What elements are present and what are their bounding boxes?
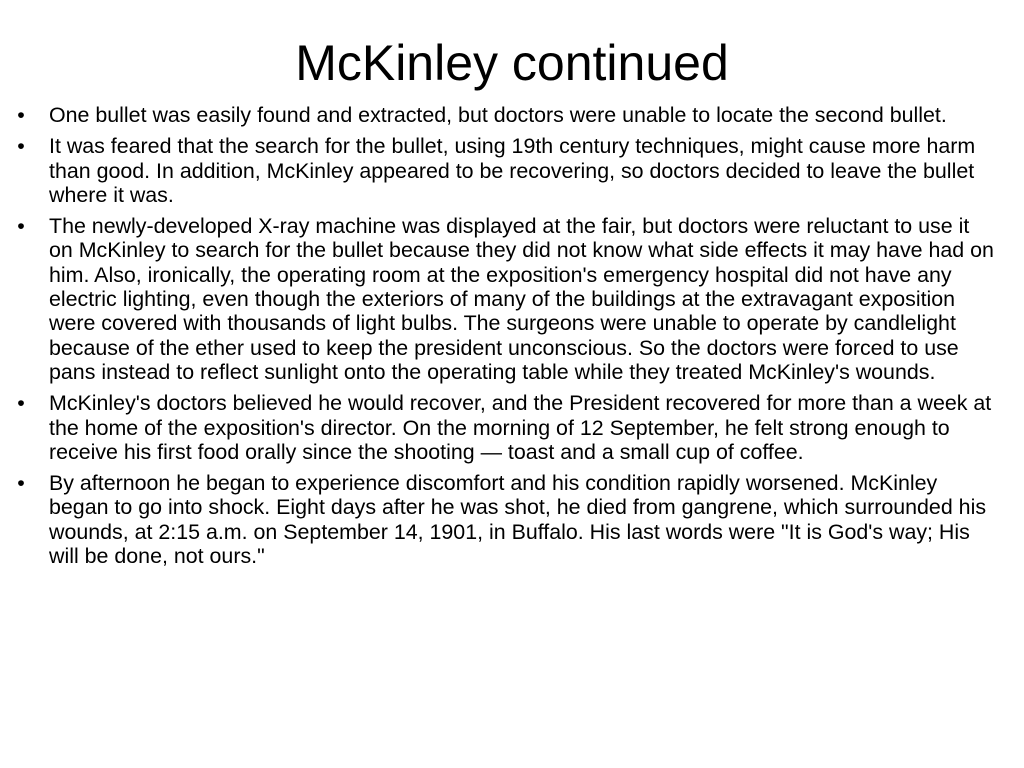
bullet-item	[0, 103, 1024, 127]
bullet-point-icon: •	[17, 471, 25, 496]
slide-title: McKinley continued	[295, 35, 729, 91]
bullet-text: One bullet was easily found and extracted, but doctors were unable to locate the second bullet.	[49, 103, 947, 127]
bullet-point-icon: •	[17, 391, 25, 416]
bullet-text: McKinley's doctors believed he would recover, and the President recovered for more than a week at the home of the exposition's director. On the morning of 12 September, he felt strong enough to receive his first food orally since the shooting — toast and a small cup of coffee.	[49, 391, 992, 464]
bullet-point-icon: •	[17, 103, 25, 127]
bullet-point-icon: •	[17, 214, 25, 239]
bullet-text: By afternoon he began to experience discomfort and his condition rapidly worsened. McKinley began to go into shock. Eight days after he was shot, he died from gangrene, which surrounded his wounds, at 2:15 a.m. on September 14, 1901, in Buffalo. His last words were "It is God's way; His will be done, not ours."	[49, 471, 987, 569]
bullet-item	[0, 134, 1024, 207]
bullet-item	[0, 391, 1024, 464]
bullet-point-icon: •	[17, 134, 25, 159]
bullet-list	[0, 103, 1024, 575]
bullet-text: The newly-developed X-ray machine was displayed at the fair, but doctors were reluctant to use it on McKinley to search for the bullet because they did not know what side effects it may have had on him. Also, ironically, the operating room at the exposition's emergency hospital did not have any electric lighting, even though the exteriors of many of the buildings at the extravagant exposition were covered with thousands of light bulbs. The surgeons were unable to operate by candlelight because of the ether used to keep the president unconscious. So the doctors were forced to use pans instead to reflect sunlight onto the operating table while they treated McKinley's wounds.	[49, 214, 994, 384]
bullet-item	[0, 214, 1024, 384]
bullet-text: It was feared that the search for the bullet, using 19th century techniques, might cause more harm than good. In addition, McKinley appeared to be recovering, so doctors decided to leave the bullet where it was.	[49, 134, 976, 207]
bullet-item	[0, 471, 1024, 568]
